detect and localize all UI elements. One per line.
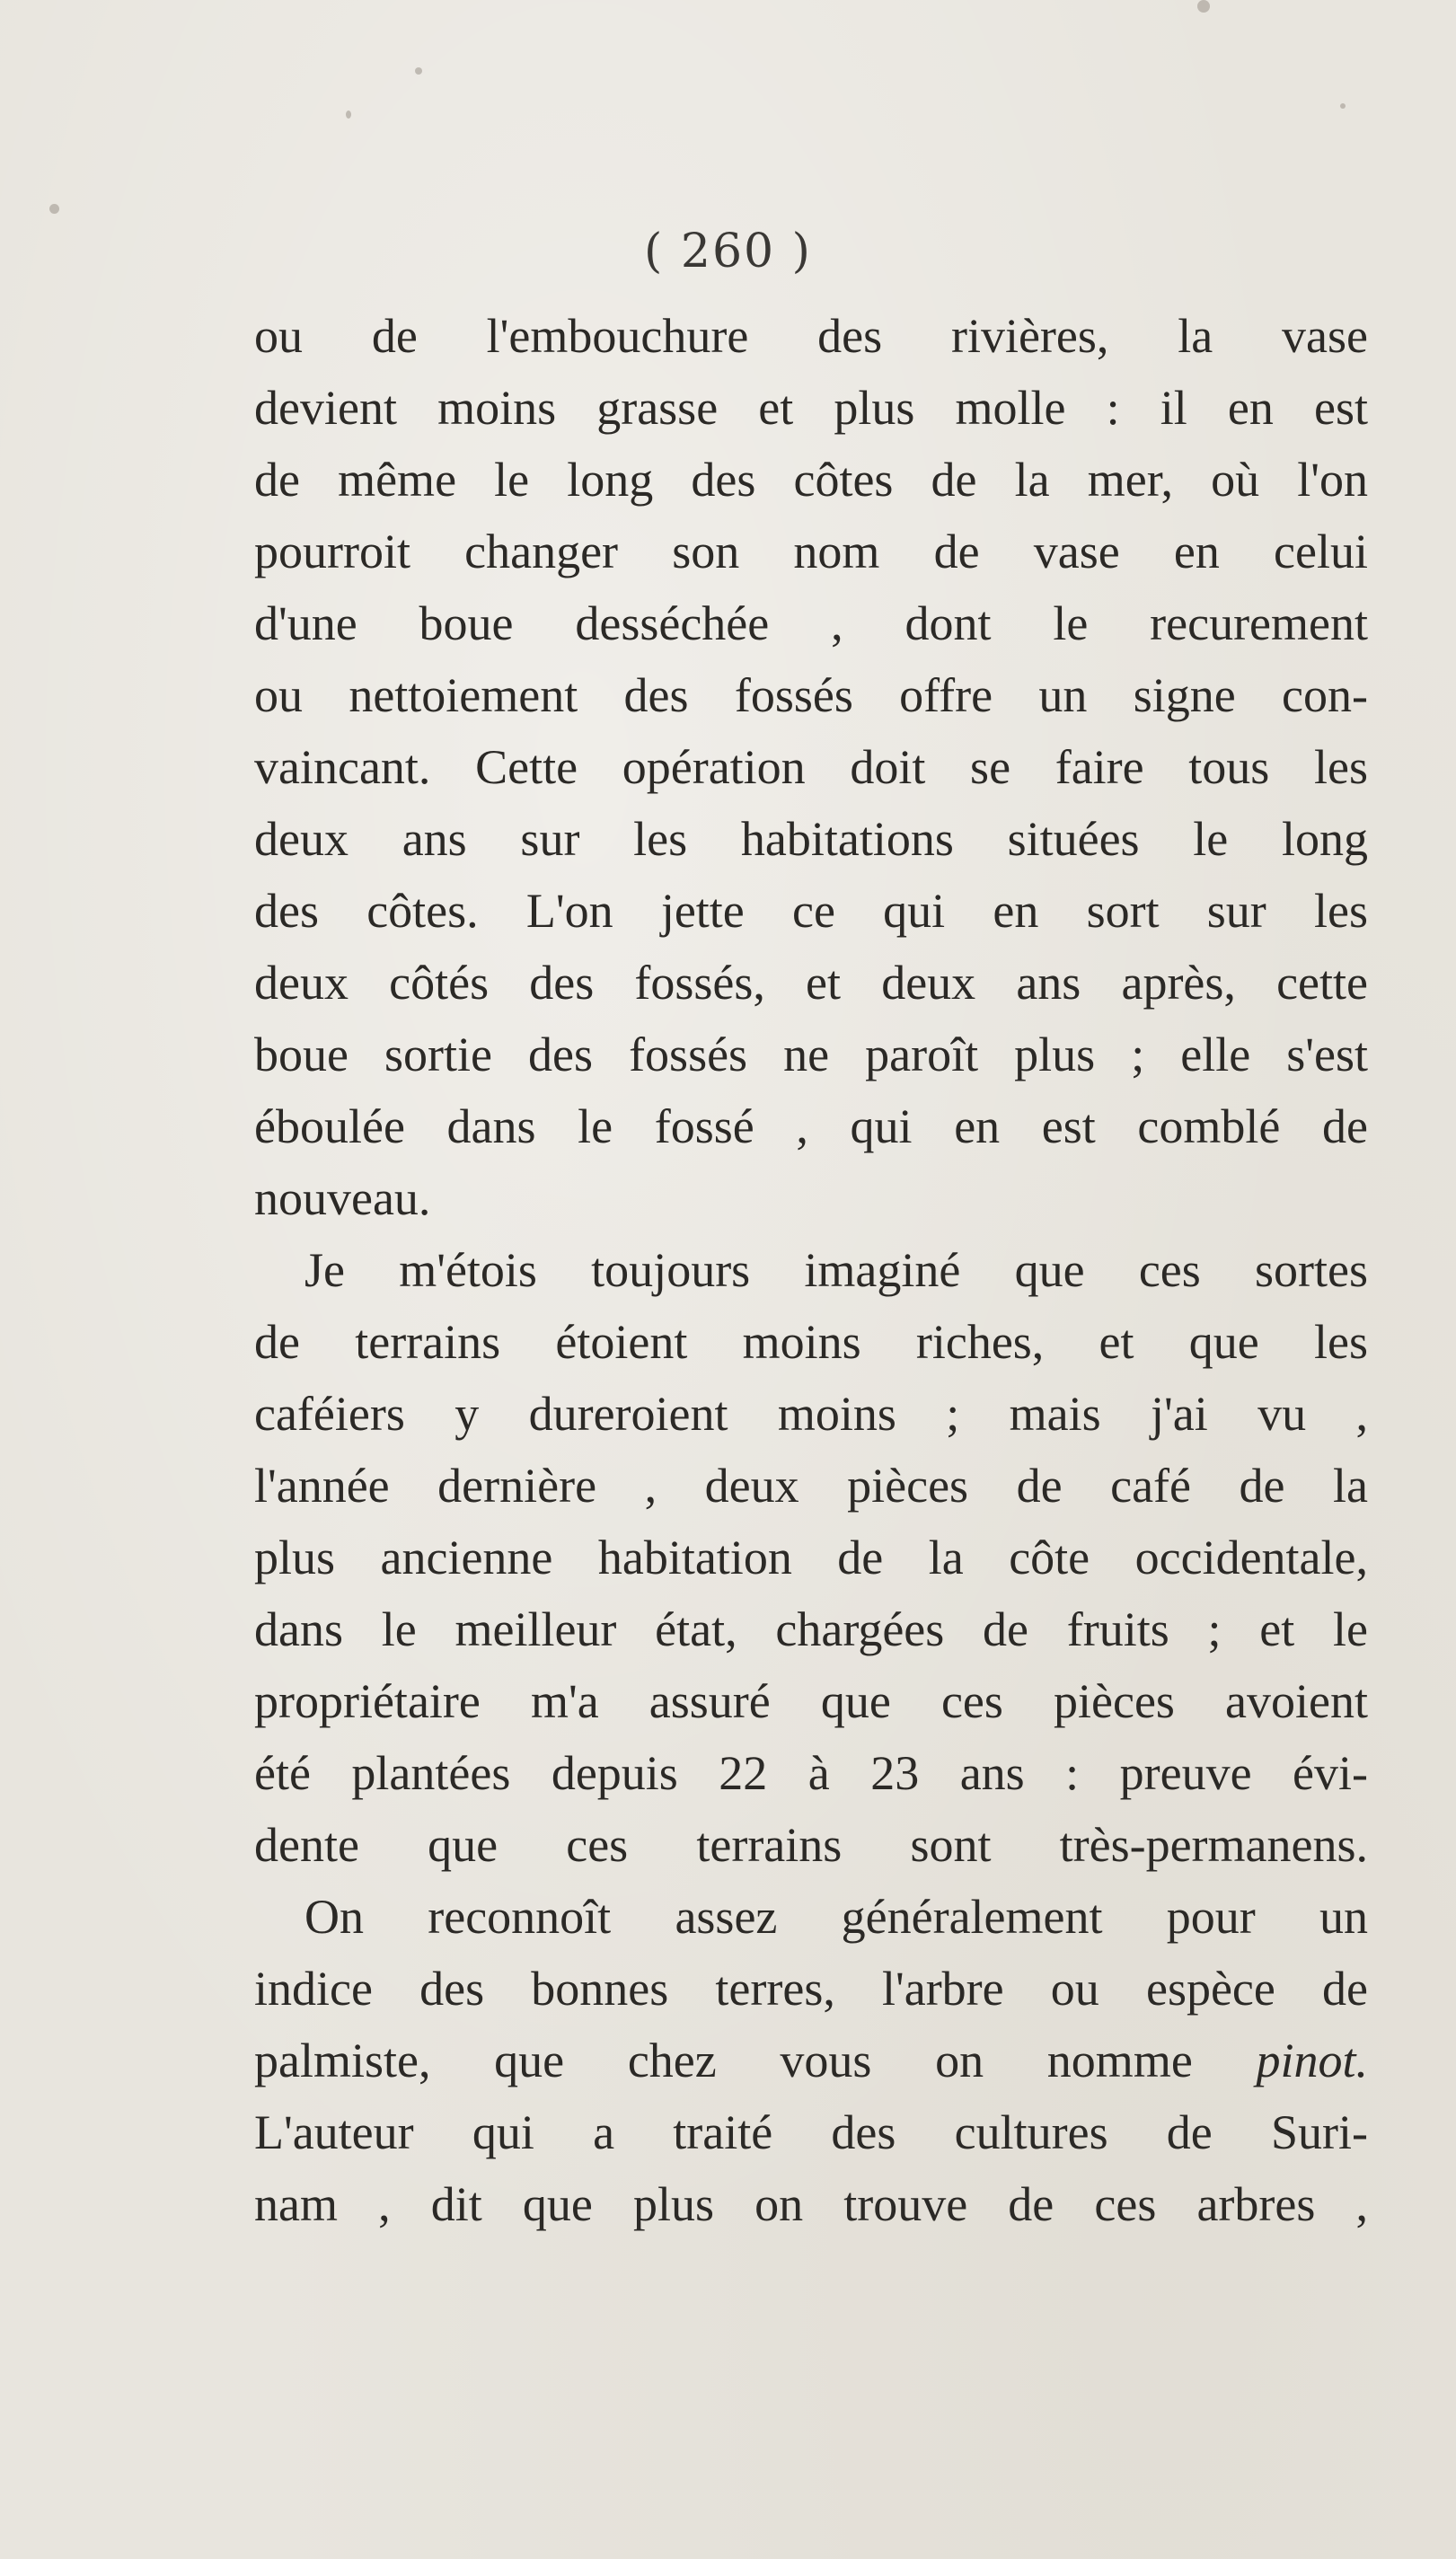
text-line: dente que ces terrains sont très-permanens. bbox=[254, 1818, 1368, 1872]
text-segment: palmiste, que chez vous on nomme bbox=[254, 2034, 1193, 2087]
text-line: On reconnoît assez généralement pour un bbox=[304, 1890, 1368, 1944]
text-line: plus ancienne habitation de la côte occidentale, bbox=[254, 1531, 1368, 1584]
text-line: éboulée dans le fossé , qui en est comblé de bbox=[254, 1099, 1368, 1153]
text-line: l'année dernière , deux pièces de café de la bbox=[254, 1459, 1368, 1513]
text-line: indice des bonnes terres, l'arbre ou espèce de bbox=[254, 1962, 1368, 2016]
italic-word: pinot. bbox=[1256, 2034, 1369, 2087]
page-number: ( 260 ) bbox=[644, 225, 812, 278]
text-line: de terrains étoient moins riches, et que les bbox=[254, 1315, 1368, 1369]
text-line: deux côtés des fossés, et deux ans après, cette bbox=[254, 956, 1368, 1010]
text-line: devient moins grasse et plus molle : il en est bbox=[254, 381, 1368, 435]
text-line: vaincant. Cette opération doit se faire tous les bbox=[254, 740, 1368, 794]
paper-spot bbox=[346, 110, 351, 119]
text-line: d'une boue desséchée , dont le recurement bbox=[254, 596, 1368, 650]
text-line: Je m'étois toujours imaginé que ces sortes bbox=[304, 1243, 1368, 1297]
body-text bbox=[254, 300, 1368, 2240]
text-line: nouveau. bbox=[254, 1171, 431, 1225]
paper-spot bbox=[415, 67, 422, 75]
paper-spot bbox=[1340, 103, 1346, 109]
text-line: des côtes. L'on jette ce qui en sort sur les bbox=[254, 884, 1368, 938]
text-line-with-italic bbox=[254, 2025, 1368, 2096]
text-line: propriétaire m'a assuré que ces pièces avoient bbox=[254, 1674, 1368, 1728]
text-line: boue sortie des fossés ne paroît plus ; elle s'est bbox=[254, 1028, 1368, 1081]
text-line: dans le meilleur état, chargées de fruits ; et le bbox=[254, 1602, 1368, 1656]
text-line: de même le long des côtes de la mer, où l'on bbox=[254, 453, 1368, 507]
text-line: été plantées depuis 22 à 23 ans : preuve évi- bbox=[254, 1746, 1368, 1800]
text-line: deux ans sur les habitations situées le long bbox=[254, 812, 1368, 866]
text-line: nam , dit que plus on trouve de ces arbres , bbox=[254, 2177, 1368, 2231]
text-line: caféiers y dureroient moins ; mais j'ai vu , bbox=[254, 1387, 1368, 1441]
text-line: L'auteur qui a traité des cultures de Suri- bbox=[254, 2105, 1368, 2159]
paper-spot bbox=[49, 204, 59, 214]
text-line: ou de l'embouchure des rivières, la vase bbox=[254, 309, 1368, 363]
text-line: ou nettoiement des fossés offre un signe con- bbox=[254, 668, 1368, 722]
paper-spot bbox=[1197, 0, 1210, 13]
text-line: pourroit changer son nom de vase en celui bbox=[254, 525, 1368, 578]
